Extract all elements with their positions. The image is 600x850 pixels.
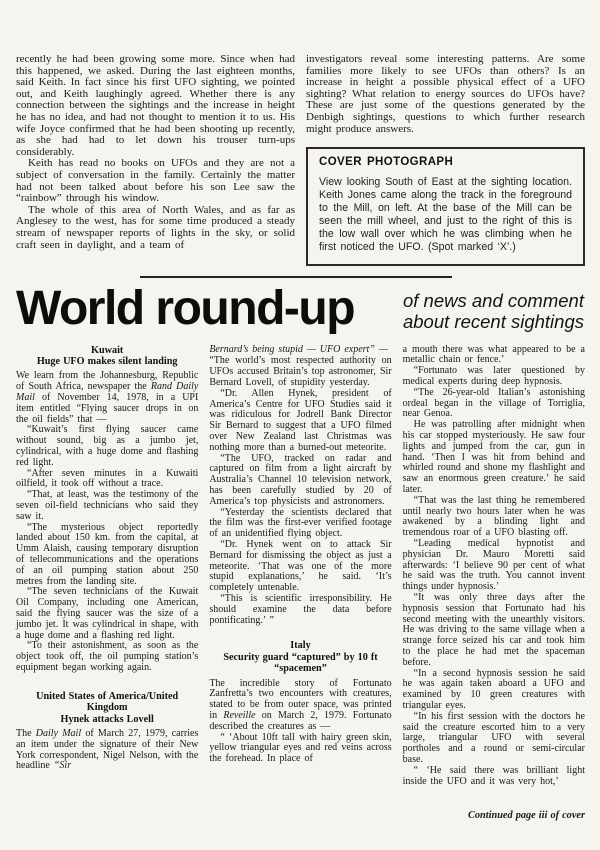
publication-name: Reveille: [223, 709, 256, 721]
top-article-right-column: [306, 54, 585, 266]
body-paragraph: “ ‘About 10ft tall with hairy green skin, yellow triangular eyes and red veins across the forehead. In place of: [209, 731, 392, 765]
heading-line: Hynek attacks Lovell: [60, 713, 154, 725]
text-segment: The: [16, 728, 36, 739]
section-subtitle: [403, 290, 584, 333]
section-subtitle-line: of news and comment: [402, 289, 584, 311]
body-paragraph: The whole of this area of North Wales, and as far as Anglesey to the west, has for some time produced a steady stream of newspaper reports of lights in the sky, or solid craft seen in daylight, and a team of: [16, 203, 295, 251]
text-segment: of November 14, 1978, in a UPI item entitled “Flying saucer drops in on the oil fields” that —: [16, 392, 199, 425]
body-paragraph: [16, 729, 198, 772]
roundup-column-2: [209, 345, 391, 833]
cover-photograph-box: [306, 147, 585, 266]
body-paragraph: “ ‘He said there was brilliant light inside the UFO and it was very hot,’: [402, 764, 585, 787]
body-paragraph: [16, 371, 198, 425]
roundup-column-1: [16, 345, 198, 833]
section-title: World round-up: [16, 281, 355, 335]
continued-notice: Continued page iii of cover: [468, 810, 585, 822]
body-paragraph: “The world’s most respected authority on UFOs accused Britain’s top astronomer, Sir Bernard Lovell, of stupidity yesterday.: [209, 355, 392, 389]
body-paragraph: “It was only three days after the hypnosis session that Fortunato had his second meeting with the unearthly visitors. He was driving to the same village when a strange force seized his car and took him to the place he had met the spaceman before.: [402, 591, 585, 668]
heading-line: United States of America/United: [36, 690, 179, 702]
story-heading-kuwait: [16, 345, 198, 368]
body-paragraph: “In his first session with the doctors he said the creature escorted him to a very large, triangular UFO with several portholes and a round or semi-circular base.: [402, 710, 585, 765]
story-heading-italy: [209, 640, 391, 674]
cover-box-caption: View looking South of East at the sighting location. Keith Jones came along the track in the foreground to the Mill, on left. At the base of the Mill can be seen the mill wheel, and just to the right of this is the low wall over which he was climbing when he first noticed the UFO. (Spot marked ‘X’.): [319, 175, 572, 253]
body-paragraph: recently he had been growing some more. Since when had this happened, we asked. During the last eighteen months, said Keith. In fact since his first UFO sighting, we pointed out, and Keith laughingly agreed. Whether there is any connection between the sightings and the increase in height he has no idea, and had not thought to mention it to us. His wife Joyce confirmed that he had been shooting up recently, as she had had to let down his trouser turn-ups considerably.: [16, 53, 295, 158]
body-paragraph: “To their astonishment, as soon as the object took off, the oil pumping station’s equipment began working again.: [16, 640, 199, 673]
text-segment: The incredible story of Fortunato Zanfretta’s two encounters with creatures, stated to be from outer space, was printed in: [209, 677, 392, 721]
roundup-column-3: [403, 345, 585, 833]
body-paragraph: “That was the last thing he remembered until nearly two hours later when he was awakened by a blinding light and tremendous roar of a UFO blasting off.: [402, 494, 585, 539]
top-article-left-column: [16, 54, 295, 266]
heading-line: Huge UFO makes silent landing: [36, 356, 178, 368]
body-paragraph: “Leading medical hypnotist and physician Dr. Mauro Moretti said afterwards: ‘I believe 90 per cent of what he said was the truth. You cannot invent things under hypnosis.’: [402, 538, 585, 593]
body-paragraph: investigators reveal some interesting patterns. Are some families more likely to see UFOs than others? Is an increase in height a possible physical effect of a UFO sighting? What relation to energy sources do UFOs have? These are just some of the questions generated by the Denbigh sightings, questions to which further research might produce answers.: [306, 53, 585, 135]
section-masthead: [0, 278, 600, 333]
body-paragraph: “The mysterious object reportedly landed about 150 km. from the capital, at Umm Alaish, causing temporary disruption of tellecommunications and the operations of an oil pumping station about 250 metres from the landing site.: [16, 521, 199, 587]
body-paragraph: “Kuwait’s first flying saucer came without sound, big as a jumbo jet, cylindrical, with a huge dome and flashing red light.: [16, 424, 199, 468]
quoted-headline-continuation: Bernard’s being stupid — UFO expert” —: [209, 343, 388, 355]
body-paragraph: “Fortunato was later questioned by medical experts during deep hypnosis.: [402, 365, 585, 388]
roundup-columns: [0, 333, 600, 833]
heading-line: Security guard “captured” by 10 ft: [223, 651, 378, 663]
body-paragraph: “That, at least, was the testimony of the seven oil-field technicians who said they saw it.: [16, 489, 199, 522]
quoted-headline-start: “Sir: [53, 760, 72, 772]
story-heading-usa-uk: [16, 691, 198, 725]
publication-name: Daily Mail: [35, 728, 82, 739]
body-paragraph: “After seven minutes in a Kuwaiti oilfield, it took off without a trace.: [16, 467, 199, 490]
heading-line: Kingdom: [86, 702, 128, 714]
body-paragraph: “This is scientific irresponsibility. He should examine the data before pontificating.’ ”: [209, 592, 392, 626]
heading-line: “spacemen”: [274, 663, 327, 675]
body-paragraph: He was patrolling after midnight when his car stopped mysteriously. He saw four lights and jumped from the car, gun in hand. ‘Then I was hit from behind and whirled round and shone my flashlight and saw an enormous green creature.’ he said later.: [402, 419, 585, 496]
body-paragraph: “In a second hypnosis session he said he was again taken aboard a UFO and examined by 10 green creatures with triangular eyes.: [402, 667, 585, 711]
body-paragraph: “The 26-year-old Italian’s astonishing ordeal began in the village of Torriglia, near Genoa.: [402, 386, 585, 420]
text-segment: We learn from the Johannesburg, Republic of South Africa, newspaper the: [16, 370, 199, 393]
body-paragraph: [209, 679, 391, 733]
body-paragraph: “Dr. Hynek went on to attack Sir Bernard for dismissing the object as just a meteorite. ‘That was one of the more stupid explanations,’ he said. ‘It’s completely untenable.: [209, 539, 392, 594]
body-paragraph: “Dr. Allen Hynek, president of America’s Centre for UFO Studies said it was ridiculous for Jodrell Bank Director Sir Bernard to suggest that a UFO filmed over New Zealand last Christmas was nothing more than a burned-out meteorite.: [209, 387, 392, 453]
body-paragraph: “Yesterday the scientists declared that the film was the first-ever verified footage of an unidentified flying object.: [209, 506, 392, 540]
body-paragraph: “The UFO, tracked on radar and captured on film from a light aircraft by Australia’s Channel 10 television network, has been carefully studied by 20 of America’s top physicists and astronomers.: [209, 452, 392, 507]
body-paragraph: Keith has read no books on UFOs and they are not a subject of conversation in the family. Certainly the matter had not been talked about before his son Lee saw the “rainbow” through his window.: [16, 157, 295, 205]
text-segment: on March 2, 1979. Fortunato described the creatures as —: [209, 709, 392, 732]
text-segment: of March 27, 1979, carries an item under the signature of their New York correspondent, Nigel Nelson, with the headline: [16, 728, 199, 772]
body-paragraph: a mouth there was what appeared to be a metallic chain or fence.’: [402, 343, 585, 366]
cover-box-title: COVER PHOTOGRAPH: [319, 156, 454, 169]
section-subtitle-line: about recent sightings: [402, 311, 584, 333]
top-article: [0, 0, 600, 266]
heading-line: Italy: [290, 640, 311, 652]
publication-name: Rand Daily Mail: [16, 381, 199, 404]
heading-line: Kuwait: [91, 344, 124, 356]
body-paragraph: “The seven technicians of the Kuwait Oil Company, including one American, said the flying saucer was the size of a jumbo jet. It was cylindrical in shape, with a huge dome and a flashing red light.: [16, 586, 199, 641]
